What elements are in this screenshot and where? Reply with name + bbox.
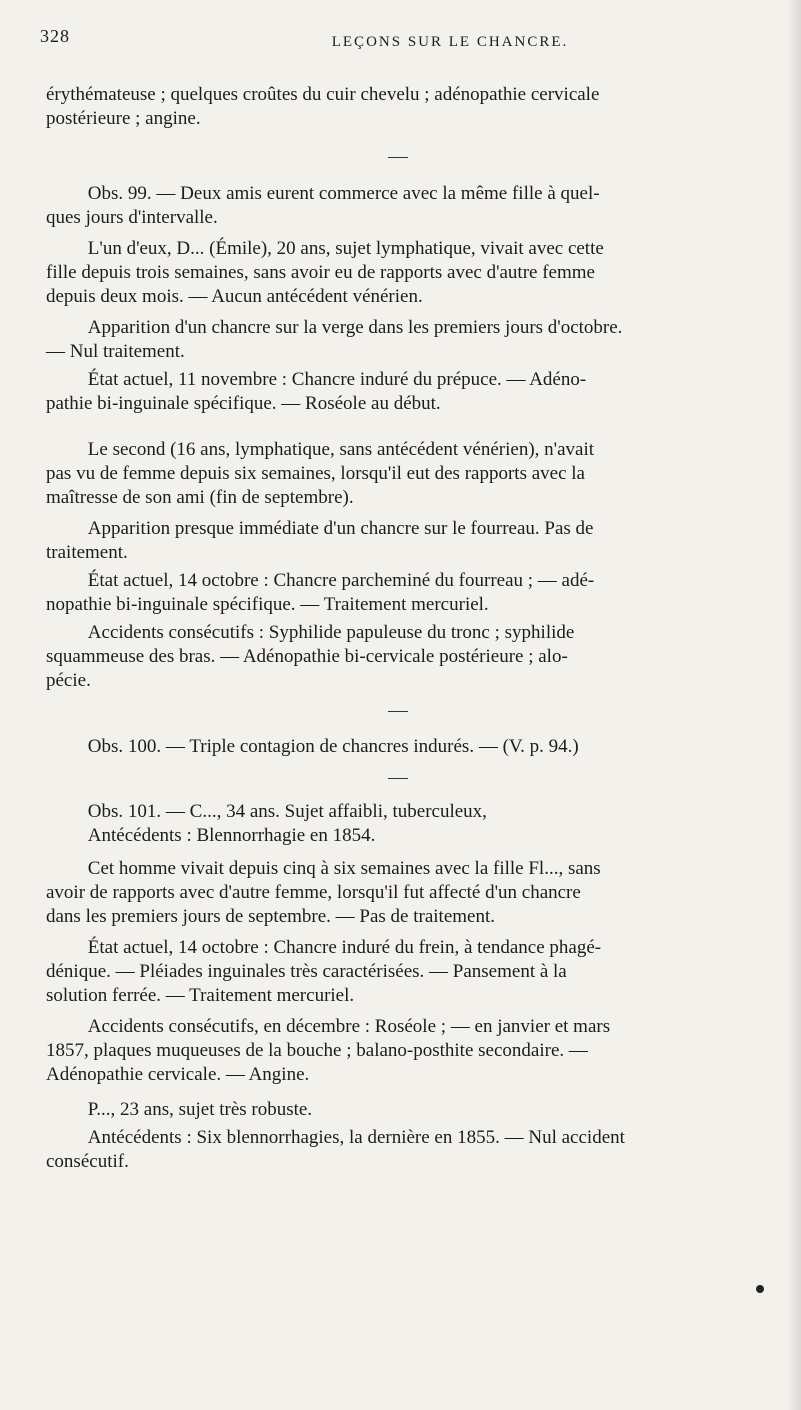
paragraph-etat-actuel-3 bbox=[46, 936, 752, 1008]
paragraph-apparition-2 bbox=[46, 517, 752, 565]
text-line: pas vu de femme depuis six semaines, lorsqu'il eut des rapports avec la bbox=[46, 463, 585, 484]
text-line: pathie bi-inguinale spécifique. — Roséole au début. bbox=[46, 393, 441, 414]
text-line: Accidents consécutifs : Syphilide papuleuse du tronc ; syphilide bbox=[87, 622, 575, 643]
text-line: solution ferrée. — Traitement mercuriel. bbox=[46, 985, 355, 1006]
text-line: fille depuis trois semaines, sans avoir eu de rapports avec d'autre femme bbox=[46, 262, 595, 283]
paragraph-p bbox=[46, 1098, 752, 1122]
text-line: Obs. 99. — Deux amis eurent commerce avec la même fille à quel- bbox=[87, 183, 600, 204]
ink-dot bbox=[756, 1285, 764, 1293]
observation-100 bbox=[46, 735, 752, 759]
paragraph-continuation bbox=[46, 83, 752, 131]
text-line: Accidents consécutifs, en décembre : Roséole ; — en janvier et mars bbox=[87, 1016, 611, 1037]
observation-99 bbox=[46, 182, 752, 230]
text-line: Apparition presque immédiate d'un chancre sur le fourreau. Pas de bbox=[87, 518, 594, 539]
text-line: Cet homme vivait depuis cinq à six semaines avec la fille Fl..., sans bbox=[87, 858, 601, 879]
paragraph-second-friend bbox=[46, 438, 752, 510]
text-line: consécutif. bbox=[46, 1151, 129, 1172]
text-line: État actuel, 14 octobre : Chancre parcheminé du fourreau ; — adé- bbox=[87, 570, 595, 591]
running-head: LEÇONS SUR LE CHANCRE. bbox=[331, 34, 569, 50]
text-line: Obs. 100. — Triple contagion de chancres indurés. — (V. p. 94.) bbox=[87, 736, 579, 757]
text-line: ques jours d'intervalle. bbox=[46, 207, 218, 228]
text-line: nopathie bi-inguinale spécifique. — Traitement mercuriel. bbox=[46, 594, 489, 615]
text-line: dénique. — Pléiades inguinales très caractérisées. — Pansement à la bbox=[46, 961, 567, 982]
paragraph-etat-actuel-2 bbox=[46, 569, 752, 617]
paragraph-accidents bbox=[46, 621, 752, 693]
separator-dash bbox=[388, 711, 408, 712]
paragraph-first-friend bbox=[46, 237, 752, 309]
separator-dash bbox=[388, 778, 408, 779]
text-line: Le second (16 ans, lymphatique, sans antécédent vénérien), n'avait bbox=[87, 439, 595, 460]
text-line: Antécédents : Blennorrhagie en 1854. bbox=[87, 825, 376, 846]
text-line: postérieure ; angine. bbox=[46, 108, 201, 129]
paragraph-antecedents bbox=[46, 1126, 752, 1174]
text-line: 1857, plaques muqueuses de la bouche ; balano-posthite secondaire. — bbox=[46, 1040, 588, 1061]
observation-101 bbox=[46, 800, 752, 848]
text-line: érythémateuse ; quelques croûtes du cuir chevelu ; adénopathie cervicale bbox=[46, 84, 600, 105]
text-line: État actuel, 11 novembre : Chancre induré du prépuce. — Adéno- bbox=[87, 369, 587, 390]
page-number: 328 bbox=[40, 26, 70, 46]
paragraph-etat-actuel bbox=[46, 368, 752, 416]
text-line: Obs. 101. — C..., 34 ans. Sujet affaibli, tuberculeux, bbox=[87, 801, 487, 822]
text-line: dans les premiers jours de septembre. — Pas de traitement. bbox=[46, 906, 496, 927]
text-line: pécie. bbox=[46, 670, 91, 691]
text-line: squammeuse des bras. — Adénopathie bi-cervicale postérieure ; alo- bbox=[46, 646, 568, 667]
text-line: maîtresse de son ami (fin de septembre). bbox=[46, 487, 354, 508]
paragraph-cet-homme bbox=[46, 857, 752, 929]
text-line: depuis deux mois. — Aucun antécédent vénérien. bbox=[46, 286, 423, 307]
text-line: Apparition d'un chancre sur la verge dans les premiers jours d'octobre. bbox=[87, 317, 623, 338]
text-line: Antécédents : Six blennorrhagies, la dernière en 1855. — Nul accident bbox=[87, 1127, 625, 1148]
text-line: avoir de rapports avec d'autre femme, lorsqu'il fut affecté d'un chancre bbox=[46, 882, 581, 903]
text-line: État actuel, 14 octobre : Chancre induré du frein, à tendance phagé- bbox=[87, 937, 602, 958]
text-line: traitement. bbox=[46, 542, 128, 563]
text-line: — Nul traitement. bbox=[46, 341, 185, 362]
separator-dash bbox=[388, 157, 408, 158]
paragraph-apparition bbox=[46, 316, 752, 364]
text-line: Adénopathie cervicale. — Angine. bbox=[46, 1064, 310, 1085]
paragraph-accidents-2 bbox=[46, 1015, 752, 1087]
text-line: L'un d'eux, D... (Émile), 20 ans, sujet lymphatique, vivait avec cette bbox=[87, 238, 604, 259]
text-line: P..., 23 ans, sujet très robuste. bbox=[87, 1099, 313, 1120]
page-edge-shadow bbox=[787, 0, 801, 1410]
